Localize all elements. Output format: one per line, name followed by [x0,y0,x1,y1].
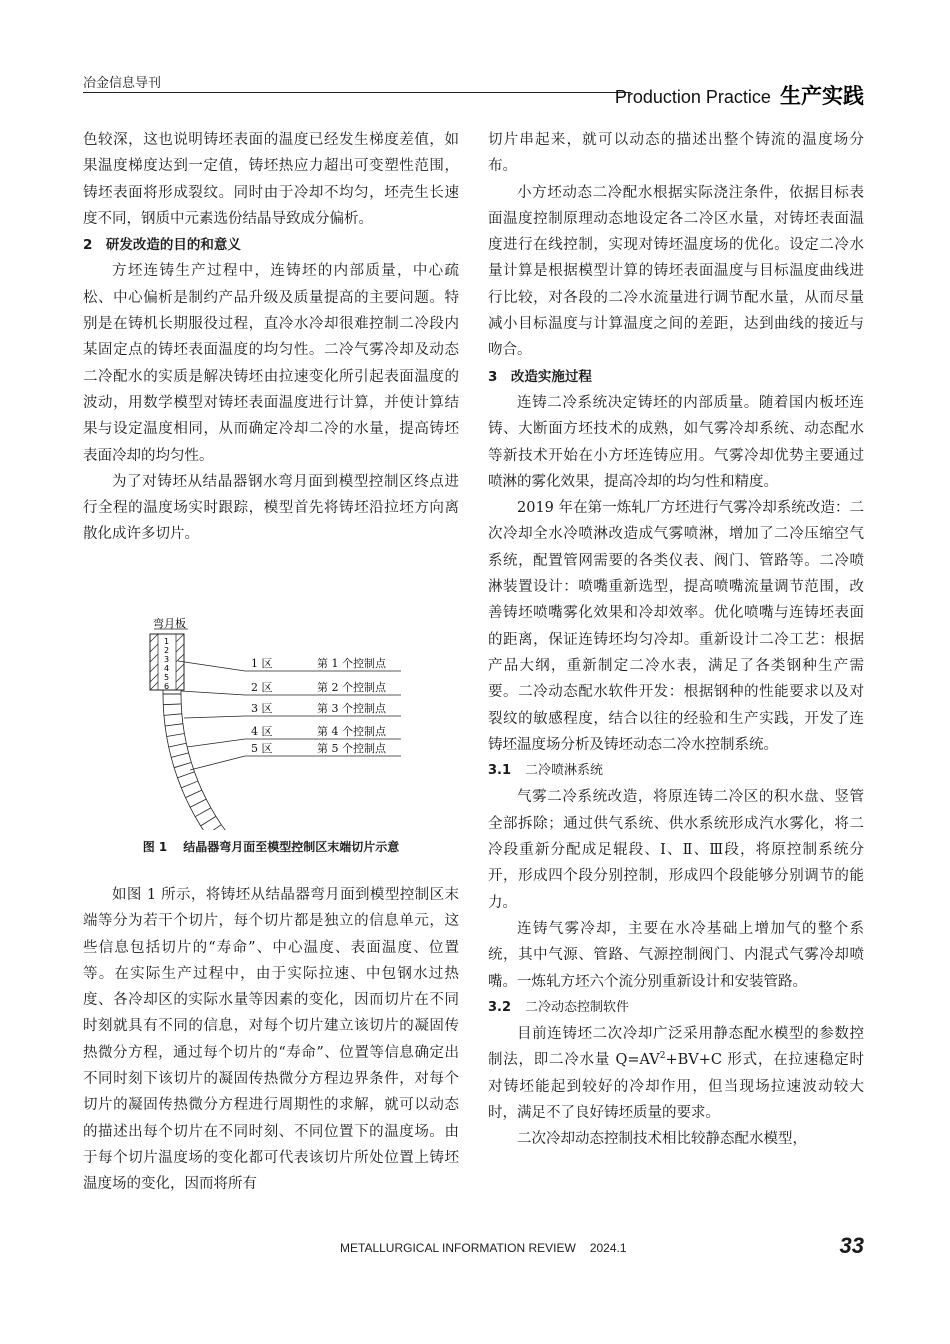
paragraph: 色较深，这也说明铸坯表面的温度已经发生梯度差值，如果温度梯度达到一定值，铸坯热应力超出可变塑性范围，铸坯表面将形成裂纹。同时由于冷却不均匀，坯壳生长速度不同，钢质中元素选份结晶导致成分偏析。 [83,132,459,227]
strand-slice [163,704,181,705]
formula-exponent: 2 [659,1051,666,1062]
left-column [83,127,459,548]
zone-boundary-line [178,661,245,671]
strand-slice [174,762,191,767]
journal-name-en: METALLURGICAL INFORMATION REVIEW [340,1241,576,1255]
zone-label: 4 区 [251,725,273,738]
zone-boundary-line [184,716,245,718]
strand-slice [171,753,188,758]
footer-journal [340,1241,627,1255]
zone-label: 5 区 [251,742,273,755]
zone-boundary-line [190,756,245,770]
page-number: 33 [839,1233,864,1258]
section-header [615,80,864,110]
section-title-en: Production Practice [614,87,771,107]
figure-number: 图 1 [142,840,168,854]
subsection-number: 3.1 [488,763,512,779]
subsection-heading [488,995,864,1021]
strand-slice [201,816,216,825]
paragraph: 方坯连铸生产过程中，连铸坯的内部质量，中心疏松、中心偏析是制约产品升级及质量提高的主要问题。特别是在铸机长期服役过程，直冷水冷却很难控制二冷段内某固定点的铸坯表面温度的均匀性。二冷气雾冷却及动态二冷配水的实质是解决铸坯由拉速变化所引起表面温度的波动，用数学模型对铸坯表面温度进行计算，并使计算结果与设定温度相同，从而确定冷却二冷的水量，提高铸坯表面冷却的均匀性。 [83,263,459,464]
slice-number: 1 [164,637,170,646]
zone-label: 2 区 [251,681,273,694]
slice-diagram [83,610,459,830]
strand-slice [169,743,187,747]
paragraph: 2019 年在第一炼轧厂方坯进行气雾冷却系统改造：二次冷却全水冷喷淋改造成气雾喷淋，增加了二冷压缩空气系统，配置管网需要的各类仪表、阀门、管路等。二冷喷淋装置设计：喷嘴重新选型，提高喷嘴流量调节范围，改善铸坯喷嘴雾化效果和冷却效率。优化喷嘴与连铸坯表面的距离，保证连铸坯均匀冷却。重新设计二冷工艺：根据产品大纲，重新制定二冷水表，满足了各类钢种生产需要。二冷动态配水软件开发：根据钢种的性能要求以及对裂纹的敏感程度，结合以往的经验和生产实践，开发了连铸坯温度场分析及铸坯动态二冷水控制系统。 [488,500,864,753]
paragraph: 如图 1 所示，将铸坯从结晶器弯月面到模型控制区末端等分为若干个切片，每个切片都是独立的信息单元，这些信息包括切片的“寿命”、中心温度、表面温度、位置等。在实际生产过程中，由于实际拉速、中包钢水过热度、各冷却区的实际水量等因素的变化，因而切片在不同时刻就具有不同的信息，对每个切片建立该切片的凝固传热微分方程，通过每个切片的“寿命”、位置等信息确定出不同时刻下该切片的凝固传热微分方程边界条件，对每个切片的凝固传热微分方程进行周期性的求解，就可以动态的描述出每个切片在不同时刻、不同位置下的温度场。由于每个切片温度场的变化都可代表该切片所处位置上铸坯温度场的变化，因而将所有 [83,887,459,1193]
paragraph [488,1021,864,1126]
strand-slice [177,772,194,778]
slice-number: 5 [164,673,170,682]
strand-slice [167,733,185,736]
right-column [488,127,864,1153]
strand-slice [165,724,183,726]
control-point-label: 第 4 个控制点 [317,725,386,738]
left-column-lower [83,882,459,1198]
strand-slice [181,781,198,788]
paragraph: 小方坯动态二冷配水根据实际浇注条件，依据目标表面温度控制原理动态地设定各二冷区水量，对铸坯表面温度进行在线控制，实现对铸坯温度场的优化。设定二冷水量计算是根据模型计算的铸坯表面温度与目标温度曲线进行比较，对各段的二冷水流量进行调节配水量，从而尽量减小目标温度与计算温度之间的差距，达到曲线的接近与吻合。 [488,184,864,359]
journal-title: 冶金信息导刊 [83,76,162,91]
subsection-number: 3.2 [488,999,512,1015]
issue-date: 2024.1 [589,1241,627,1255]
control-point-label: 第 5 个控制点 [317,742,386,755]
strand-slice [195,808,211,817]
section-heading: 3 改造实施过程 [488,368,592,385]
formula-text: 目前连铸坯二次冷却广泛采用静态配水模型的参数控制法，即二冷水量 Q=AV [488,1026,864,1069]
subsection-title: 二冷喷淋系统 [525,763,604,779]
section-title-cn: 生产实践 [780,84,864,108]
header-rule [83,92,631,93]
meniscus-label: 弯月板 [153,617,186,630]
subsection-heading [488,758,864,784]
paragraph: 切片串起来，就可以动态的描述出整个铸流的温度场分布。 [488,132,864,175]
paragraph: 二次冷却动态控制技术相比较静态配水模型， [517,1131,807,1148]
subsection-title: 二冷动态控制软件 [525,999,630,1015]
paragraph: 连铸气雾冷却，主要在水冷基础上增加气的整个系统，其中气源、管路、气源控制阀门、内混式气雾冷却喷嘴。一炼轧方坯六个流分别重新设计和安装管路。 [488,920,864,990]
slice-number: 6 [164,682,170,691]
slice-number: 4 [164,664,170,673]
figure-1 [83,610,459,872]
zone-boundary-line [187,739,245,747]
control-point-label: 第 1 个控制点 [317,657,386,670]
zone-label: 3 区 [251,702,273,715]
strand-slice [185,790,201,797]
figure-caption-text: 结晶器弯月面至模型控制区末端切片示意 [183,840,400,854]
strand-slice [206,825,221,830]
slice-number: 2 [164,646,170,655]
strand-slice [164,714,182,716]
paragraph: 连铸二冷系统决定铸坯的内部质量。随着国内板坯连铸、大断面方坯技术的成熟，如气雾冷却系统、动态配水等新技术开始在小方坯连铸应用。气雾冷却优势主要通过喷淋的雾化效果，提高冷却的均匀性和精度。 [488,394,864,490]
formula-text-rest: +BV+C 形式，在拉速稳定时对铸坯能起到较好的冷却作用，但当现场拉速波动较大时，满足不了良好铸坯质量的要求。 [488,1052,864,1121]
zone-boundary-line [181,691,245,695]
control-point-label: 第 2 个控制点 [317,681,386,694]
strand-slice [190,799,206,807]
section-heading: 2 研发改造的目的和意义 [83,237,241,254]
control-point-label: 第 3 个控制点 [317,702,386,715]
paragraph: 气雾二冷系统改造，将原连铸二冷区的积水盘、竖管全部拆除；通过供气系统、供水系统形成汽水雾化，将二冷段重新分配成足辊段、Ⅰ、Ⅱ、Ⅲ段，将原控制系统分开，形成四个段分别控制，形成四个段能够分别调节的能力。 [488,789,864,911]
slice-number: 3 [164,655,170,664]
zone-label: 1 区 [251,657,273,670]
figure-caption [83,838,459,855]
paragraph: 为了对铸坯从结晶器钢水弯月面到模型控制区终点进行全程的温度场实时跟踪，模型首先将铸坯沿拉坯方向离散化成许多切片。 [83,473,459,543]
